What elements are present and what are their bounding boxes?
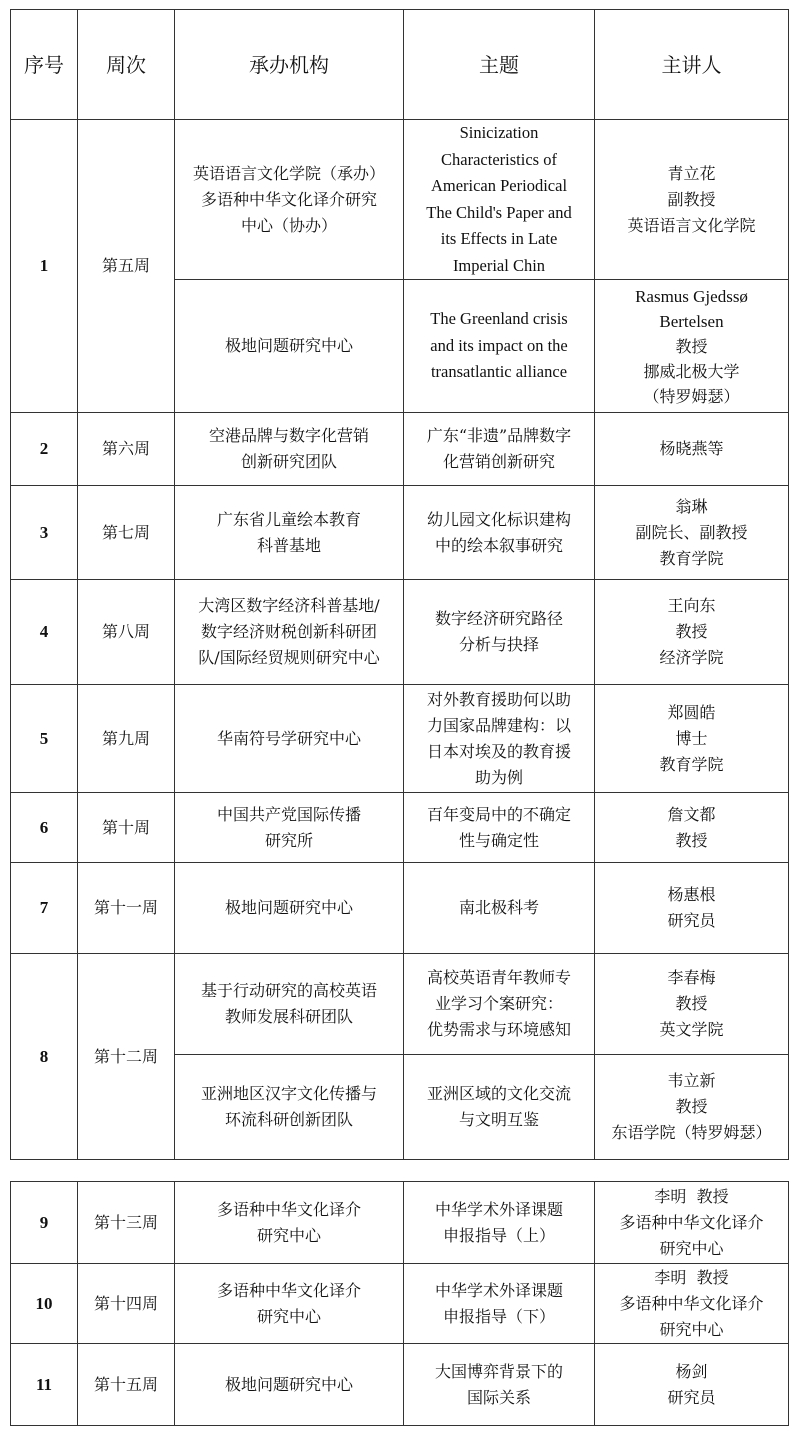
topic-line: 化营销创新研究 (442, 452, 555, 471)
org-cell (175, 120, 404, 280)
row-number: 4 (11, 580, 78, 685)
topic-cell (404, 1344, 595, 1426)
header-topic: 主题 (404, 10, 595, 120)
row-number: 5 (11, 685, 78, 793)
speaker-cell (595, 280, 789, 413)
speaker-line: 杨惠根 (667, 885, 716, 904)
topic-cell (404, 685, 595, 793)
speaker-line: 多语种中华文化译介 (619, 1293, 764, 1313)
topic-line: its Effects in Late (440, 229, 558, 248)
org-line: 中心（协办） (240, 215, 337, 235)
topic-line: 数字经济研究路径 (434, 609, 563, 628)
week-cell: 第十周 (78, 793, 175, 863)
speaker-line: 翁琳 (675, 496, 708, 516)
week-cell: 第十二周 (78, 954, 175, 1160)
speaker-cell (595, 1264, 789, 1344)
org-cell (175, 1055, 404, 1160)
topic-line: 性与确定性 (458, 830, 539, 850)
org-cell (175, 413, 404, 486)
topic-line: 南北极科考 (458, 898, 539, 917)
org-line: 广东省儿童绘本教育 (216, 509, 361, 529)
speaker-line: 詹文都 (667, 804, 716, 824)
week-cell: 第十一周 (78, 863, 175, 954)
topic-line: 申报指导（下） (442, 1306, 555, 1326)
topic-cell (404, 486, 595, 580)
org-line: 中国共产党国际传播 (216, 804, 361, 824)
speaker-line: 教育学院 (659, 548, 724, 568)
topic-line: Sinicization (459, 123, 539, 142)
topic-cell (404, 954, 595, 1055)
schedule-table-continued (10, 1181, 789, 1426)
org-line: 极地问题研究中心 (224, 898, 353, 917)
org-line: 环流科研创新团队 (224, 1110, 353, 1129)
speaker-line: Rasmus Gjedssø (635, 286, 748, 306)
org-cell (175, 1264, 404, 1344)
table-row (11, 486, 789, 580)
speaker-line: 韦立新 (667, 1071, 716, 1090)
speaker-line: 英文学院 (659, 1020, 724, 1039)
speaker-cell (595, 580, 789, 685)
week-cell: 第九周 (78, 685, 175, 793)
row-number: 3 (11, 486, 78, 580)
speaker-line: 杨剑 (675, 1361, 708, 1381)
speaker-line: 东语学院（特罗姆瑟） (611, 1123, 772, 1142)
topic-cell (404, 580, 595, 685)
schedule-table-main (10, 9, 789, 1160)
week-cell: 第十五周 (78, 1344, 175, 1426)
speaker-line: 教授 (675, 830, 708, 850)
speaker-cell (595, 1055, 789, 1160)
org-line: 教师发展科研团队 (224, 1007, 353, 1026)
row-number: 10 (11, 1264, 78, 1344)
org-line: 研究中心 (256, 1306, 321, 1326)
topic-cell (404, 863, 595, 954)
table-row (11, 1182, 789, 1264)
org-line: 队/国际经贸规则研究中心 (198, 648, 380, 667)
speaker-cell (595, 685, 789, 793)
speaker-line: 教授 (675, 622, 708, 641)
topic-line: Characteristics of (441, 149, 557, 169)
row-number: 7 (11, 863, 78, 954)
header-row (11, 10, 789, 120)
speaker-line: 教授 (675, 994, 708, 1013)
org-line: 英语语言文化学院（承办） (192, 163, 385, 183)
org-cell (175, 580, 404, 685)
topic-cell (404, 793, 595, 863)
speaker-line: 李明 教授 (654, 1267, 729, 1287)
speaker-line: 王向东 (667, 596, 716, 615)
org-cell (175, 1344, 404, 1426)
speaker-cell (595, 954, 789, 1055)
speaker-cell (595, 120, 789, 280)
org-cell (175, 793, 404, 863)
table-row (11, 580, 789, 685)
speaker-cell (595, 793, 789, 863)
speaker-line: 杨晓燕等 (659, 439, 724, 458)
org-line: 数字经济财税创新科研团 (200, 622, 377, 641)
speaker-line: 副教授 (667, 189, 716, 209)
week-cell: 第七周 (78, 486, 175, 580)
table-row (11, 1264, 789, 1344)
row-number: 9 (11, 1182, 78, 1264)
speaker-line: Bertelsen (659, 311, 724, 331)
table-row (11, 120, 789, 280)
org-line: 多语种中华文化译介研究 (200, 189, 377, 209)
org-line: 基于行动研究的高校英语 (200, 981, 377, 1000)
org-cell (175, 486, 404, 580)
topic-line: 力国家品牌建构：以 (426, 715, 571, 735)
row-number: 1 (11, 120, 78, 413)
speaker-line: 英语语言文化学院 (627, 215, 756, 235)
topic-line: 国际关系 (466, 1387, 531, 1407)
org-cell (175, 1182, 404, 1264)
topic-cell (404, 1055, 595, 1160)
week-cell: 第五周 (78, 120, 175, 413)
topic-line: 大国博弈背景下的 (434, 1361, 563, 1381)
org-line: 多语种中华文化译介 (216, 1199, 361, 1219)
speaker-line: 经济学院 (659, 648, 724, 667)
speaker-line: 研究中心 (659, 1319, 724, 1339)
topic-cell (404, 1264, 595, 1344)
row-number: 6 (11, 793, 78, 863)
org-line: 大湾区数字经济科普基地/ (198, 596, 380, 615)
topic-line: 高校英语青年教师专 (426, 968, 571, 987)
org-line: 研究中心 (256, 1225, 321, 1245)
topic-cell (404, 413, 595, 486)
week-cell: 第十三周 (78, 1182, 175, 1264)
row-number: 8 (11, 954, 78, 1160)
org-cell (175, 863, 404, 954)
org-cell (175, 685, 404, 793)
table-row (11, 863, 789, 954)
org-line: 亚洲地区汉字文化传播与 (200, 1084, 377, 1103)
topic-line: 中华学术外译课题 (434, 1199, 563, 1219)
topic-line: 分析与抉择 (458, 635, 539, 654)
topic-line: and its impact on the (430, 335, 568, 355)
speaker-line: 教授 (675, 1097, 708, 1116)
topic-line: 业学习个案研究： (434, 994, 563, 1013)
table-row (11, 1344, 789, 1426)
org-line: 华南符号学研究中心 (216, 728, 361, 748)
table-row (11, 954, 789, 1055)
speaker-line: 研究员 (667, 1387, 716, 1407)
topic-line: American Periodical (430, 176, 568, 195)
speaker-cell (595, 863, 789, 954)
speaker-cell (595, 413, 789, 486)
org-line: 空港品牌与数字化营销 (208, 426, 369, 445)
org-line: 创新研究团队 (240, 452, 337, 471)
table-row (11, 413, 789, 486)
speaker-line: 教育学院 (659, 754, 724, 774)
week-cell: 第十四周 (78, 1264, 175, 1344)
week-cell: 第六周 (78, 413, 175, 486)
row-number: 11 (11, 1344, 78, 1426)
org-line: 极地问题研究中心 (224, 1374, 353, 1394)
speaker-line: 李春梅 (667, 968, 716, 987)
speaker-cell (595, 486, 789, 580)
header-week: 周次 (78, 10, 175, 120)
topic-line: 幼儿园文化标识建构 (426, 509, 571, 529)
speaker-cell (595, 1344, 789, 1426)
topic-cell (404, 120, 595, 280)
topic-line: Imperial Chin (452, 255, 546, 275)
topic-cell (404, 1182, 595, 1264)
speaker-line: 教授 (675, 336, 708, 356)
table-row (11, 685, 789, 793)
speaker-line: 挪威北极大学 (643, 361, 740, 381)
org-cell (175, 280, 404, 413)
row-number: 2 (11, 413, 78, 486)
org-line: 多语种中华文化译介 (216, 1280, 361, 1300)
topic-line: transatlantic alliance (430, 362, 568, 382)
speaker-line: 李明 教授 (654, 1186, 729, 1206)
topic-line: 中的绘本叙事研究 (434, 535, 563, 555)
header-org: 承办机构 (175, 10, 404, 120)
org-cell (175, 954, 404, 1055)
topic-line: 优势需求与环境感知 (426, 1020, 571, 1039)
speaker-line: 郑圆皓 (667, 702, 716, 722)
topic-line: The Greenland crisis (430, 309, 568, 329)
speaker-line: 研究员 (667, 911, 716, 930)
org-line: 研究所 (264, 830, 313, 850)
org-line: 科普基地 (256, 535, 321, 555)
speaker-cell (595, 1182, 789, 1264)
speaker-line: 博士 (675, 728, 708, 748)
org-line: 极地问题研究中心 (224, 336, 353, 355)
topic-line: 对外教育援助何以助 (426, 689, 571, 709)
speaker-line: 青立花 (667, 163, 716, 183)
topic-line: 广东“非遗”品牌数字 (426, 426, 572, 445)
speaker-line: 副院长、副教授 (635, 522, 748, 542)
topic-line: The Child's Paper and (426, 202, 572, 222)
topic-line: 助为例 (474, 767, 523, 787)
speaker-line: 研究中心 (659, 1238, 724, 1258)
week-cell: 第八周 (78, 580, 175, 685)
header-speaker: 主讲人 (595, 10, 789, 120)
topic-line: 日本对埃及的教育援 (426, 741, 571, 761)
header-no: 序号 (11, 10, 78, 120)
topic-line: 与文明互鉴 (458, 1110, 539, 1129)
speaker-line: 多语种中华文化译介 (619, 1212, 764, 1232)
table-row (11, 793, 789, 863)
speaker-line: （特罗姆瑟） (643, 386, 740, 406)
topic-line: 中华学术外译课题 (434, 1280, 563, 1300)
topic-cell (404, 280, 595, 413)
topic-line: 百年变局中的不确定 (426, 804, 571, 824)
topic-line: 亚洲区域的文化交流 (426, 1084, 571, 1103)
topic-line: 申报指导（上） (442, 1225, 555, 1245)
